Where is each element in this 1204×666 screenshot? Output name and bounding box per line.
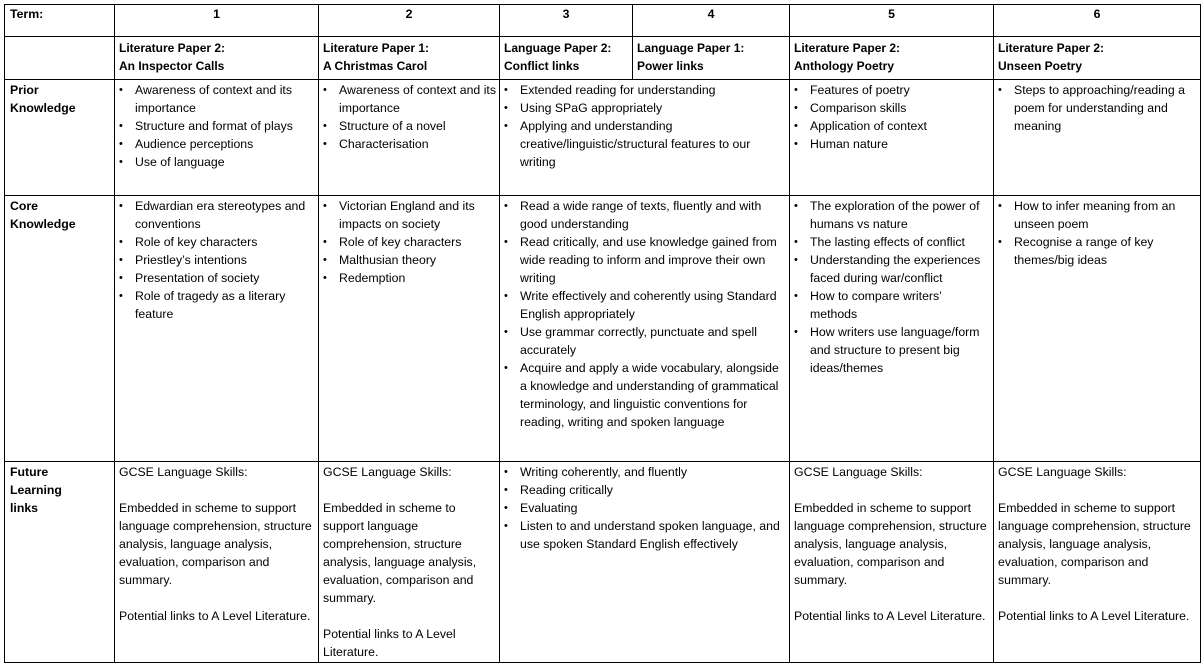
paper-text: A Christmas Carol	[323, 59, 428, 73]
bullet-item: • How to infer meaning from an unseen poem	[997, 197, 1198, 233]
bullet-list	[500, 196, 789, 431]
bullet-item: • The lasting effects of conflict	[793, 233, 991, 251]
bullet-list	[994, 80, 1200, 135]
bullet-item: • Malthusian theory	[322, 251, 497, 269]
future-learning-row	[5, 462, 1201, 663]
core-term-6	[994, 196, 1201, 462]
future-term-1	[115, 462, 319, 663]
paper-term-1	[115, 37, 319, 80]
prior-knowledge-label: Prior Knowledge	[5, 80, 115, 196]
embedded-text: Embedded in scheme to support language comprehension, structure analysis, language analysis, evaluation, comparison and summary.	[794, 501, 987, 587]
bullet-item: • Read critically, and use knowledge gained from wide reading to inform and improve their own writing	[503, 233, 787, 287]
bullet-item: • Characterisation	[322, 135, 497, 153]
core-term-1	[115, 196, 319, 462]
embedded-text: Embedded in scheme to support language comprehension, structure analysis, language analysis, evaluation, comparison and summary.	[323, 501, 477, 605]
bullet-item: • The exploration of the power of humans vs nature	[793, 197, 991, 233]
bullet-item: • Awareness of context and its importance	[118, 81, 316, 117]
term-2-header: 2	[319, 5, 500, 37]
paper-text: Conflict links	[504, 59, 580, 73]
core-term-3-4	[500, 196, 790, 462]
future-term-2	[319, 462, 500, 663]
bullet-item: • Role of key characters	[118, 233, 316, 251]
paper-text: An Inspector Calls	[119, 59, 225, 73]
bullet-item: • Structure and format of plays	[118, 117, 316, 135]
term-header-row	[5, 5, 1201, 37]
gcse-heading: GCSE Language Skills:	[794, 465, 923, 479]
future-learning-label: Future Learning links	[5, 462, 115, 663]
term-5-header: 5	[790, 5, 994, 37]
bullet-item: • Structure of a novel	[322, 117, 497, 135]
bullet-item: • Writing coherently, and fluently	[503, 463, 787, 481]
bullet-item: • Redemption	[322, 269, 497, 287]
bullet-item: • Role of tragedy as a literary feature	[118, 287, 316, 323]
core-knowledge-row	[5, 196, 1201, 462]
paper-term-6	[994, 37, 1201, 80]
paper-term-2	[319, 37, 500, 80]
paper-line: Literature Paper 2:	[998, 41, 1105, 55]
potential-links-text: Potential links to A Level Literature.	[998, 609, 1190, 623]
bullet-item: • Awareness of context and its importance	[322, 81, 497, 117]
paper-term-4	[633, 37, 790, 80]
embedded-text: Embedded in scheme to support language comprehension, structure analysis, language analysis, evaluation, comparison and summary.	[998, 501, 1191, 587]
term-6-header: 6	[994, 5, 1201, 37]
bullet-item: • Audience perceptions	[118, 135, 316, 153]
bullet-list	[115, 80, 318, 171]
bullet-item: • Listen to and understand spoken language, and use spoken Standard English effectively	[503, 517, 787, 553]
paper-line: Literature Paper 2:	[119, 41, 226, 55]
prior-term-2	[319, 80, 500, 196]
bullet-item: • Priestley’s intentions	[118, 251, 316, 269]
potential-links-text: Potential links to A Level Literature.	[794, 609, 986, 623]
bullet-item: • Read a wide range of texts, fluently and with good understanding	[503, 197, 787, 233]
bullet-list	[319, 80, 499, 153]
bullet-list	[115, 196, 318, 323]
gcse-heading: GCSE Language Skills:	[323, 465, 452, 479]
paper-term-3	[500, 37, 633, 80]
bullet-list	[500, 80, 789, 171]
bullet-item: • Steps to approaching/reading a poem for understanding and meaning	[997, 81, 1198, 135]
bullet-item: • Victorian England and its impacts on society	[322, 197, 497, 233]
future-term-6	[994, 462, 1201, 663]
paper-text: Unseen Poetry	[998, 59, 1083, 73]
bullet-item: • How to compare writers’ methods	[793, 287, 991, 323]
paper-term-5	[790, 37, 994, 80]
prior-term-1	[115, 80, 319, 196]
bullet-item: • Use grammar correctly, punctuate and spell accurately	[503, 323, 787, 359]
bullet-item: • Understanding the experiences faced during war/conflict	[793, 251, 991, 287]
term-label: Term:	[5, 5, 115, 37]
gcse-heading: GCSE Language Skills:	[998, 465, 1127, 479]
bullet-item: • Use of language	[118, 153, 316, 171]
term-3-header: 3	[500, 5, 633, 37]
term-4-header: 4	[633, 5, 790, 37]
bullet-list	[790, 196, 993, 377]
paper-row-blank	[5, 37, 115, 80]
bullet-item: • Evaluating	[503, 499, 787, 517]
paper-line: Literature Paper 2:	[794, 41, 901, 55]
paper-text: Power links	[637, 59, 704, 73]
bullet-item: • Role of key characters	[322, 233, 497, 251]
bullet-item: • Comparison skills	[793, 99, 991, 117]
paper-text: Anthology Poetry	[794, 59, 895, 73]
bullet-item: • Recognise a range of key themes/big ideas	[997, 233, 1198, 269]
bullet-item: • Features of poetry	[793, 81, 991, 99]
bullet-list	[994, 196, 1200, 269]
potential-links-text: Potential links to A Level Literature.	[323, 627, 456, 659]
paper-row	[5, 37, 1201, 80]
bullet-item: • Human nature	[793, 135, 991, 153]
prior-term-5	[790, 80, 994, 196]
paper-line: Literature Paper 1:	[323, 41, 430, 55]
future-term-5	[790, 462, 994, 663]
bullet-item: • Applying and understanding creative/linguistic/structural features to our writing	[503, 117, 787, 171]
curriculum-table	[4, 4, 1201, 663]
bullet-item: • Edwardian era stereotypes and conventions	[118, 197, 316, 233]
bullet-item: • Extended reading for understanding	[503, 81, 787, 99]
bullet-list	[319, 196, 499, 287]
potential-links-text: Potential links to A Level Literature.	[119, 609, 311, 623]
term-1-header: 1	[115, 5, 319, 37]
gcse-heading: GCSE Language Skills:	[119, 465, 248, 479]
prior-term-6	[994, 80, 1201, 196]
embedded-text: Embedded in scheme to support language comprehension, structure analysis, language analysis, evaluation, comparison and summary.	[119, 501, 312, 587]
bullet-item: • Write effectively and coherently using Standard English appropriately	[503, 287, 787, 323]
bullet-item: • Application of context	[793, 117, 991, 135]
bullet-list	[790, 80, 993, 153]
bullet-item: • Reading critically	[503, 481, 787, 499]
prior-knowledge-row	[5, 80, 1201, 196]
paper-line: Language Paper 2:	[504, 41, 612, 55]
core-term-5	[790, 196, 994, 462]
paper-line: Language Paper 1:	[637, 41, 745, 55]
bullet-item: • How writers use language/form and structure to present big ideas/themes	[793, 323, 991, 377]
prior-term-3-4	[500, 80, 790, 196]
bullet-item: • Acquire and apply a wide vocabulary, alongside a knowledge and understanding of grammatical terminology, and linguistic conventions for reading, writing and spoken language	[503, 359, 787, 431]
core-term-2	[319, 196, 500, 462]
future-term-3-4	[500, 462, 790, 663]
core-knowledge-label: Core Knowledge	[5, 196, 115, 462]
bullet-item: • Using SPaG appropriately	[503, 99, 787, 117]
bullet-list	[500, 462, 789, 553]
bullet-item: • Presentation of society	[118, 269, 316, 287]
